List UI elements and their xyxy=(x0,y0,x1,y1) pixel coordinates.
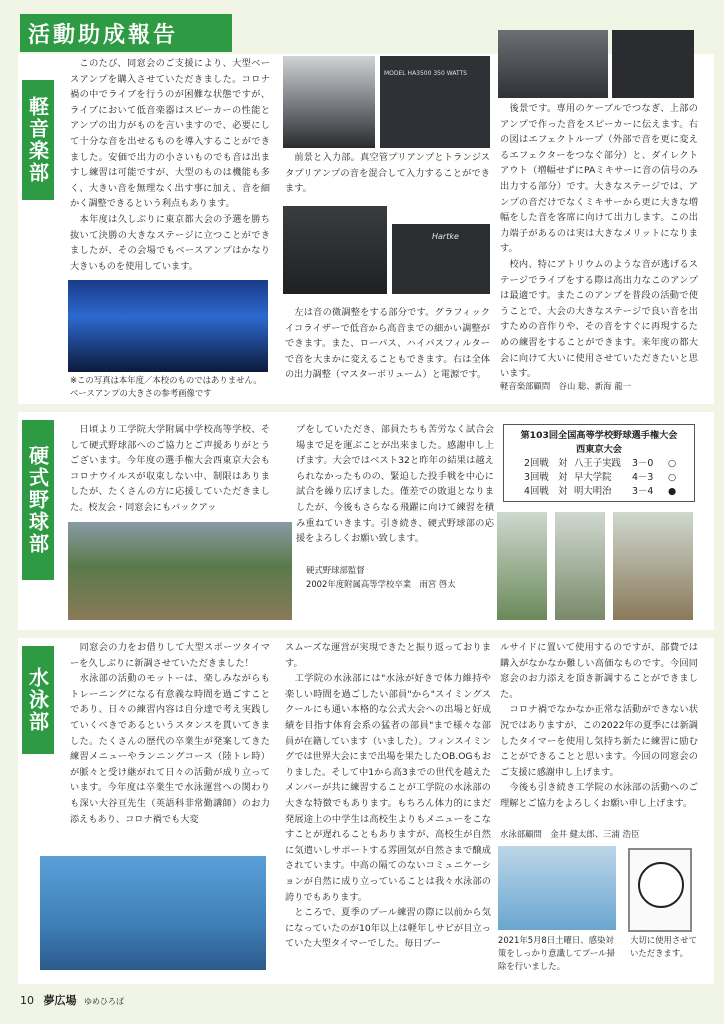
light-music-photo-caption: ※この写真は本年度／本校のものではありません。 ベースアンプの大きさの参考画像です xyxy=(70,375,262,398)
page-title: 活動助成報告 xyxy=(28,23,179,48)
light-music-tag: 軽音楽部 xyxy=(22,80,54,200)
amp-rear-photo xyxy=(498,30,608,98)
light-music-body-col1: このたび、同窓会のご支援により、大型ベースアンプを購入させていただきました。コロナ禍の中でライブを行うのが困難な状態ですが、ライブにおいて低音楽器はスピーカーの性能とアンプの出力がものを言いますので、必要にして十分な音を出せるものを導入することができました。安価で出力の小さいものでも音は出ますし練習は可能ですが、大型のものは機能も多く、大きい音を無理なく出す事に加え、音を細かく調整できるという利点もあります。 本年度は久しぶりに東京都大会の予選を勝ち抜いて決勝の大きなステージに立つことができましたが、その会場でもベースアンプはかなり大きいものを使用しています。 xyxy=(70,58,270,272)
swimming-body-col1: 同窓会の力をお借りして大型スポーツタイマーを久しぶりに新調させていただきました！ 水泳部の活動のモットーは、楽しみながらもトレーニングになる有意義な時間を過ごすことであり、日々の練習内容は自分達で考え実践していくべきであるというスタンスを貫いてきました。たくさんの歴代の卒業生が発案してきた練習メニューやランニングコース（陸トレ時）が脈々と受け継がれて日々の活動が成り立っています。今年度は卒業生で水泳運営への関わりも深い大谷亘先生（英語科非常勤講師）のお力添えもあり、コロナ禍でも大変 xyxy=(70,642,270,825)
hartke-logo: Hartke xyxy=(432,232,459,241)
results-row: 3回戦 対 早大学院 4－3 ○ xyxy=(524,472,677,483)
tournament-results-box xyxy=(503,424,695,502)
equalizer-photo xyxy=(283,206,387,294)
effect-loop-photo xyxy=(612,30,694,98)
timer-dial-icon xyxy=(638,862,684,908)
baseball-sign-role: 硬式野球部監督 xyxy=(306,565,365,575)
swimming-tag: 水泳部 xyxy=(22,646,54,754)
master-volume-photo xyxy=(392,224,490,294)
pool-cleaning-photo xyxy=(498,846,616,930)
publication-title-kana: ゆめひろば xyxy=(84,997,124,1006)
page-number: 10 xyxy=(20,994,34,1007)
sports-timer-photo xyxy=(628,848,692,932)
team-photo xyxy=(68,522,292,620)
swimming-sign: 水泳部顧問 金井 健太郎、三浦 浩臣 xyxy=(500,829,640,839)
batter-photo xyxy=(497,512,547,620)
amp-front-photo xyxy=(283,56,375,148)
swimming-body-col3: ルサイドに置いて使用するのですが、部費では購入がなかなか難しい高価なものです。今回同窓会のお力添えを頂き新調することができました。 コロナ禍でなかなか正常な活動ができない状況ではありますが、この2022年の夏季には新調したタイマーを使用し気持ち新たに練習に励むことができることと思います。今回の同窓会のご支援に感謝申し上げます。 今後も引き続き工学院の水泳部の活動へのご理解とご協力をよろしくお願い申し上げます。 xyxy=(500,642,698,809)
results-title: 第103回全国高等学校野球選手権大会 xyxy=(520,430,678,441)
amp-model-label: MODEL HA3500 350 WATTS xyxy=(384,70,467,77)
live-stage-photo xyxy=(68,280,268,372)
light-music-body-col2b: 左は音の微調整をする部分です。グラフィックイコライザーで低音から高音までの細かい調整ができます。また、ローパス、ハイパスフィルターで音を大まかに変えることもできます。右は全体の出力調整（マスターボリューム）と電源です。 xyxy=(285,307,490,381)
swim-team-photo xyxy=(40,856,266,970)
baseball-sign-name: 2002年度附属高等学校卒業 雨宮 啓太 xyxy=(306,579,456,589)
swimming-body-col2: スムーズな運営が実現できたと振り返っております。 工学院の水泳部には"水泳が好きで体力維持や楽しい時間を過ごしたい部員"から"スイミングスクールにも通い本格的な公式大会への出場と好成績を目指す体育会系の猛者の部員"まで様々な部員が在籍しています（いました）。フィンスイミングでは世界大会にまで出場を果たしたOB.OGもおりました。そして中1から高3までの世代を越えたメンバーが共に練習することが工学院の水泳部の大きな特徴でもあります。もちろん体力的にまだ発展途上の中学生は高校生よりもメニューをこなすことが遅れることもありますが、高校生が自然に気遣いしサポートする雰囲気が自然さまで醸成されています。中高の隔てのないコミュニケーションが自然に成り立っていることは我々水泳部の誇りでもあります。 ところで、夏季のプール練習の際に以前から気になっていたのが10年以上は軽年しサビが目立っていた大型タイマーでした。毎日プー xyxy=(285,642,491,950)
pitcher-photo xyxy=(613,512,693,620)
baseball-tag: 硬式野球部 xyxy=(22,420,54,580)
light-music-body-col3: 後景です。専用のケーブルでつなぎ、上部のアンプで作った音をスピーカーに伝えます。右の図はエフェクトループ（外部で音を更に変えるエフェクターをつなぐ部分）と、ダイレクトアウト（増幅せずにPAミキサーに音の信号のみ出力する部分）です。大きなステージでは、アンプの音だけでなくミキサーから更に大きな増幅をした音を客席に向けて出力します。この出力端子があるのは実は大きなメリットになります。 校内、特にアトリウムのような音が逃げるステージでライブをする際は高出力なこのアンプは最適です。またこのアンプを普段の活動で使うことで、大会の大きなステージで良い音を出すための音作りや、その音をすぐに再現するための練習をすることができます。来年度の都大会に向けて大いに使用させていただきたいと思います。 xyxy=(500,103,698,380)
light-music-body-col2a: 前景と入力部。真空管プリアンプとトランジスタプリアンプの音を混合して入力することができます。 xyxy=(285,152,490,195)
timer-caption: 大切に使用させていただきます。 xyxy=(630,935,697,958)
results-subtitle: 西東京大会 xyxy=(576,444,622,455)
amp-input-photo xyxy=(380,56,490,148)
baseball-body-col2: プをしていただき、部員たちも苦労なく試合会場まで足を運ぶことが出来ました。感謝申し上げます。大会ではベスト32と昨年の結果は越えられなかったものの、緊迫した投手戦を中心に試合を繰り広げました。僅差での敗退となりましたが、今後もさらなる飛躍に向けて練習を積み重ねていきます。引き続き、硬式野球部の応援をよろしくお願い致します。 xyxy=(296,424,494,545)
page-footer xyxy=(20,992,124,1008)
baseball-body-col1: 日頃より工学院大学附属中学校高等学校、そして硬式野球部へのご協力とご声援ありがとうございます。今年度の選手権大会西東京大会もコロナウイルスが収束しない中、制限はありましたが、たくさんの方に応援していただきました。校友会・同窓会にもバックアッ xyxy=(70,424,270,513)
light-music-sign: 軽音楽部顧問 谷山 聡、新海 龍一 xyxy=(500,381,631,391)
results-row: 2回戦 対 八王子実践 3－0 ○ xyxy=(524,458,677,469)
fielder-photo xyxy=(555,512,605,620)
pool-cleaning-caption: 2021年5月8日土曜日、感染対策をしっかり意識してプール掃除を行いました。 xyxy=(498,935,615,971)
page-header xyxy=(20,14,232,52)
results-row: 4回戦 対 明大明治 3－4 ● xyxy=(524,486,677,497)
publication-title: 夢広場 xyxy=(43,994,77,1007)
